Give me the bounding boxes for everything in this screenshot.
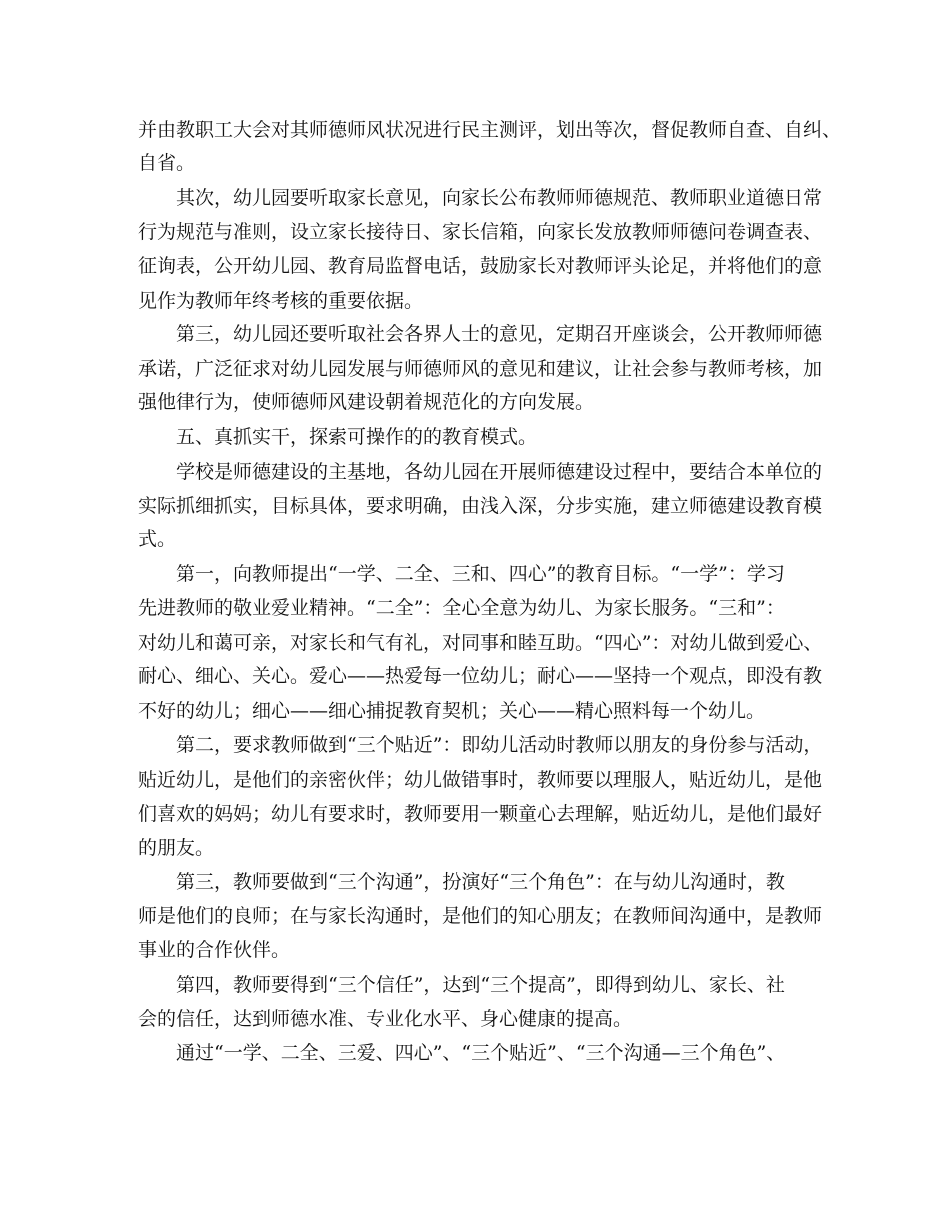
- text-line: 第一，向教师提出“一学、二全、三和、四心”的教育目标。“一学”：学习: [176, 563, 785, 585]
- text-line: 第三，教师要做到“三个沟通”，扮演好“三个角色”：在与幼儿沟通时，教: [176, 871, 785, 893]
- text-line: 会的信任，达到师德水准、专业化水平、身心健康的提高。: [138, 1008, 633, 1030]
- text-line: 式。: [138, 528, 177, 550]
- text-line: 师是他们的良师；在与家长沟通时，是他们的知心朋友；在教师间沟通中，是教师: [138, 905, 823, 927]
- text-line: 贴近幼儿，是他们的亲密伙伴；幼儿做错事时，教师要以理服人，贴近幼儿，是他: [138, 769, 823, 791]
- text-line: 强他律行为，使师德师风建设朝着规范化的方向发展。: [138, 391, 595, 413]
- text-line: 征询表，公开幼儿园、教育局监督电话，鼓励家长对教师评头论足，并将他们的意: [138, 255, 823, 277]
- text-line: 事业的合作伙伴。: [138, 939, 291, 961]
- text-line: 耐心、细心、关心。爱心——热爱每一位幼儿；耐心——坚持一个观点，即没有教: [138, 665, 823, 687]
- text-line: 学校是师德建设的主基地，各幼儿园在开展师德建设过程中，要结合本单位的: [176, 461, 823, 483]
- text-line: 自省。: [138, 152, 196, 174]
- text-line: 实际抓细抓实，目标具体，要求明确，由浅入深，分步实施，建立师德建设教育模: [138, 495, 823, 517]
- text-line: 第四，教师要得到“三个信任”，达到“三个提高”，即得到幼儿、家长、社: [176, 974, 785, 996]
- text-line: 先进教师的敬业爱业精神。“二全”：全心全意为幼儿、为家长服务。“三和”：: [138, 597, 785, 619]
- text-line: 见作为教师年终考核的重要依据。: [138, 290, 424, 312]
- text-line: 的朋友。: [138, 837, 215, 859]
- text-line: 通过“一学、二全、三爱、四心”、“三个贴近”、“三个沟通—三个角色”、: [176, 1042, 786, 1064]
- text-line: 行为规范与准则，设立家长接待日、家长信箱，向家长发放教师师德问卷调查表、: [138, 221, 823, 243]
- text-line: 第三，幼儿园还要听取社会各界人士的意见，定期召开座谈会，公开教师师德: [176, 323, 823, 345]
- text-line: 们喜欢的妈妈；幼儿有要求时，教师要用一颗童心去理解，贴近幼儿，是他们最好: [138, 803, 823, 825]
- text-line: 第二，要求教师做到“三个贴近”：即幼儿活动时教师以朋友的身份参与活动，: [176, 734, 823, 756]
- text-line: 并由教职工大会对其师德师风状况进行民主测评，划出等次，督促教师自查、自纠、: [138, 119, 842, 141]
- text-line: 其次，幼儿园要听取家长意见，向家长公布教师师德规范、教师职业道德日常: [176, 187, 823, 209]
- text-line: 对幼儿和蔼可亲，对家长和气有礼，对同事和睦互助。“四心”：对幼儿做到爱心、: [138, 632, 823, 654]
- text-line: 承诺，广泛征求对幼儿园发展与师德师风的意见和建议，让社会参与教师考核，加: [138, 358, 823, 380]
- text-line: 不好的幼儿；细心——细心捕捉教育契机；关心——精心照料每一个幼儿。: [138, 700, 766, 722]
- section-heading: 五、真抓实干，探索可操作的的教育模式。: [176, 426, 538, 448]
